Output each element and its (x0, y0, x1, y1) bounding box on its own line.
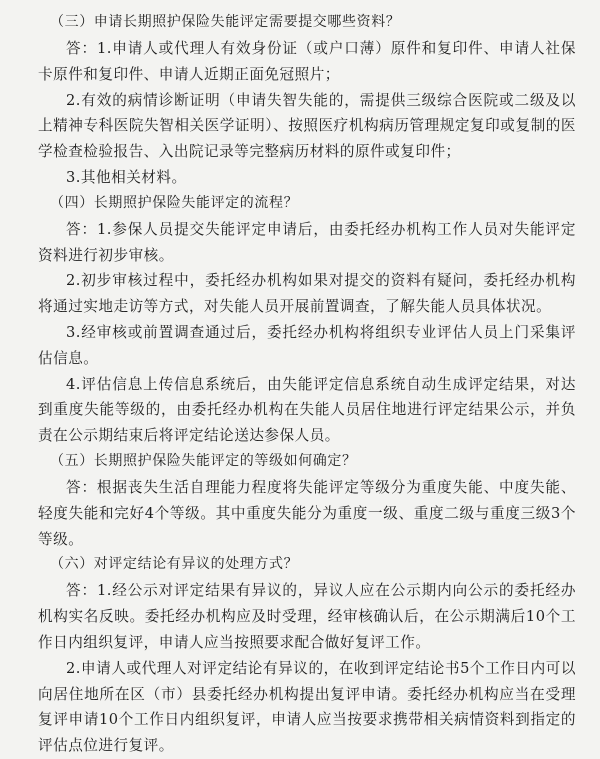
paragraph: 答：1.经公示对评定结果有异议的，异议人应在公示期内向公示的委托经办机构实名反映。委托经办机构应及时受理，经审核确认后，在公示期满后10个工作日内组织复评，申请人应当按照要求配合做好复评工作。 (38, 582, 576, 651)
paragraph: 3.经审核或前置调查通过后，委托经办机构将组织专业评估人员上门采集评估信息。 (38, 323, 576, 367)
section-heading: （四）长期照护保险失能评定的流程？ (50, 194, 299, 211)
paragraph: 3.其他相关材料。 (66, 168, 187, 186)
section-heading: （六）对评定结论有异议的处理方式？ (50, 556, 299, 573)
section-3 (38, 10, 576, 191)
paragraph: 2.初步审核过程中，委托经办机构如果对提交的资料有疑问，委托经办机构将通过实地走访等方式，对失能人员开展前置调查，了解失能人员具体状况。 (38, 272, 576, 316)
section-6 (38, 552, 576, 759)
paragraph: 答：1.申请人或代理人有效身份证（或户口薄）原件和复印件、申请人社保卡原件和复印件、申请人近期正面免冠照片； (38, 40, 576, 83)
section-heading: （三）申请长期照护保险失能评定需要提交哪些资料？ (50, 14, 401, 30)
paragraph: 答：根据丧失生活自理能力程度将失能评定等级分为重度失能、中度失能、轻度失能和完好4个等级。其中重度失能分为重度一级、重度二级与重度三级3个等级。 (38, 478, 576, 548)
section-heading: （五）长期照护保险失能评定的等级如何确定？ (50, 452, 357, 469)
section-4 (38, 191, 576, 449)
paragraph: 2.申请人或代理人对评定结论有异议的，在收到评定结论书5个工作日内可以向居住地所在区（市）县委托经办机构提出复评申请。委托经办机构应当在受理复评申请10个工作日内组织复评，申请人应当按要求携带相关病情资料到指定的评估点位进行复评。 (38, 659, 576, 755)
paragraph: 2.有效的病情诊断证明（申请失智失能的，需提供三级综合医院或二级及以上精神专科医院失智相关医学证明）、按照医疗机构病历管理规定复印或复制的医学检查检验报告、入出院记录等完整病历材料的原件或复印件； (38, 91, 576, 161)
section-5 (38, 449, 576, 552)
paragraph: 4.评估信息上传信息系统后，由失能评定信息系统自动生成评定结果，对达到重度失能等级的，由委托经办机构在失能人员居住地进行评定结果公示，并负责在公示期结束后将评定结论送达参保人员。 (38, 375, 576, 445)
paragraph: 答：1.参保人员提交失能评定申请后，由委托经办机构工作人员对失能评定资料进行初步审核。 (38, 220, 576, 264)
